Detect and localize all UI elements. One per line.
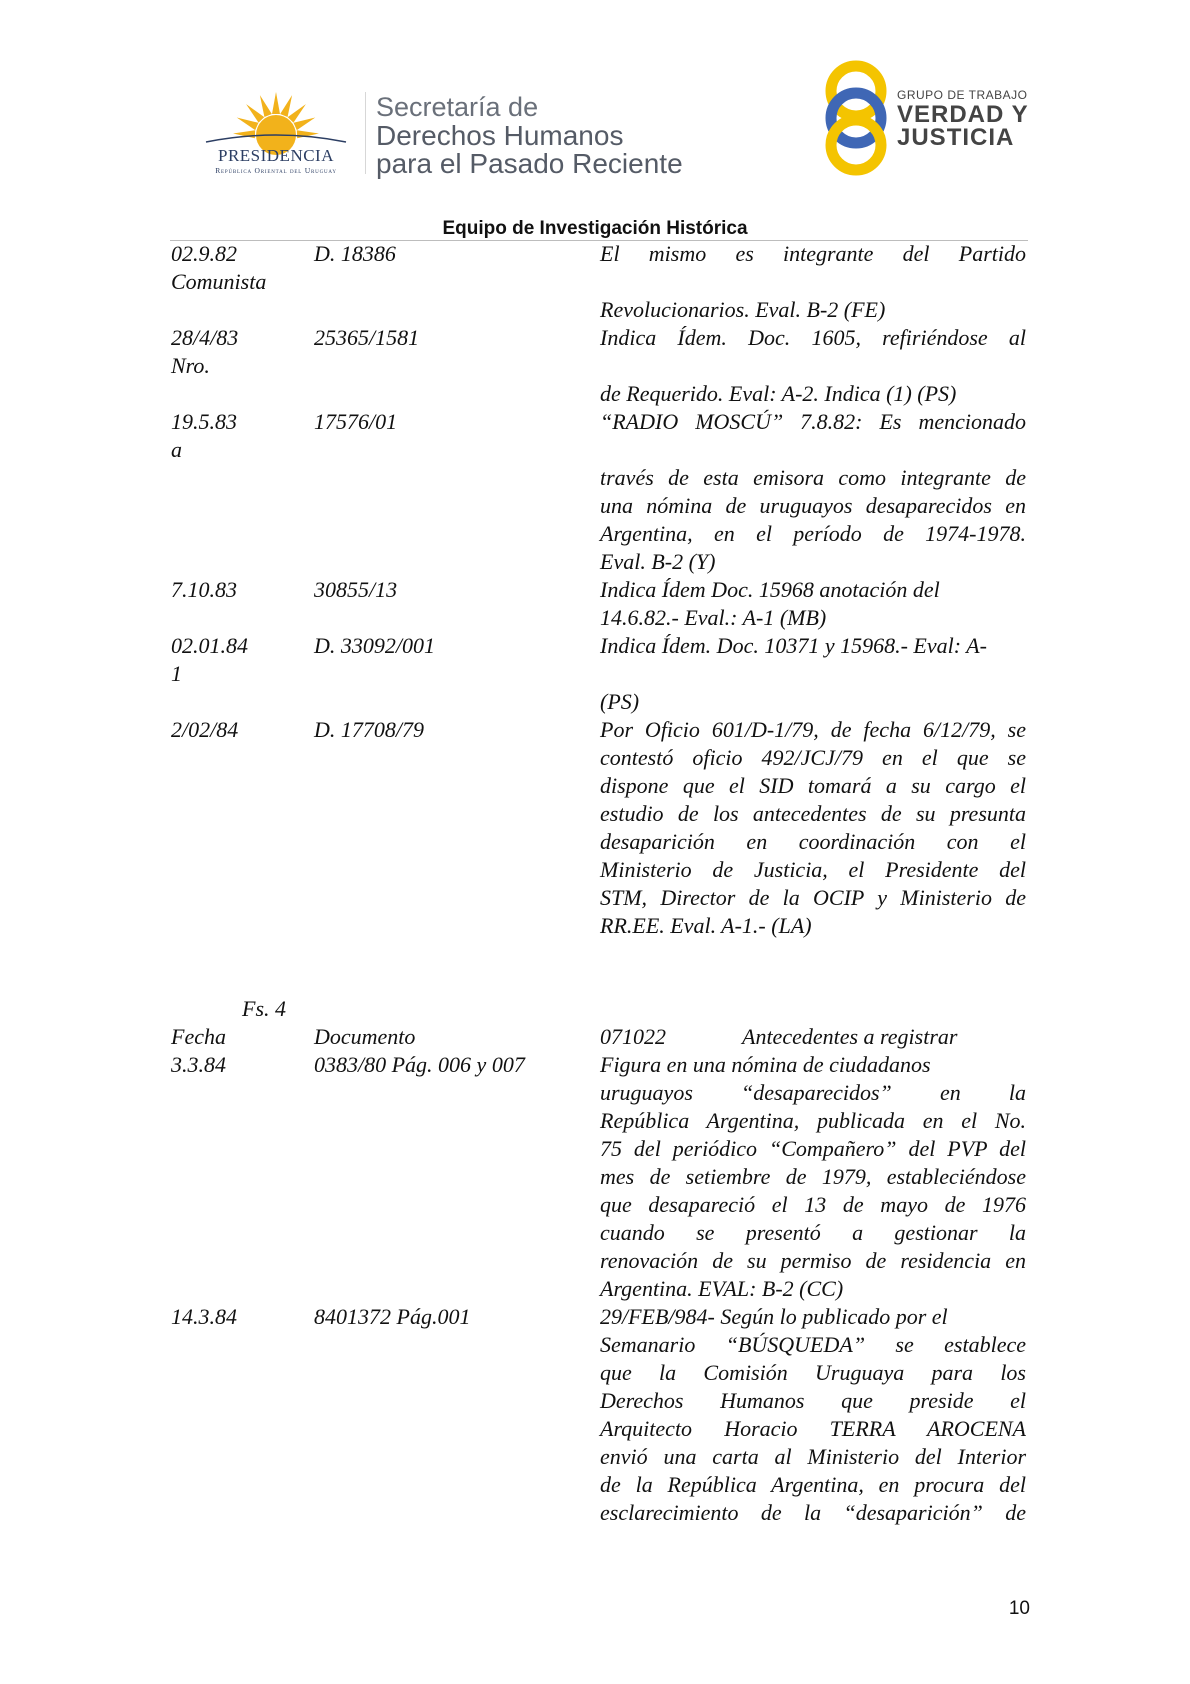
- row-date: 19.5.83: [171, 409, 237, 434]
- text-line: Eval. B-2 (Y): [600, 549, 716, 574]
- presidencia-logo-text: PRESIDENCIA: [217, 146, 334, 165]
- row-date: 02.01.84: [171, 633, 248, 658]
- text-line: Derechos Humanos que preside el: [600, 1388, 1026, 1413]
- row-document: 25365/1581: [314, 325, 420, 350]
- text-line: “RADIO MOSCÚ” 7.8.82: Es mencionado: [600, 409, 1026, 434]
- text-line: que desapareció el 13 de mayo de 1976: [600, 1192, 1026, 1217]
- row-date-continuation: Nro.: [171, 353, 210, 378]
- row-antecedent: [600, 576, 1026, 632]
- column-header-number: 071022: [600, 1024, 666, 1049]
- secretaria-line-1: Secretaría de: [376, 92, 539, 122]
- row-antecedent: [600, 408, 1026, 436]
- grupo-de-trabajo-text: GRUPO DE TRABAJO: [897, 88, 1028, 102]
- text-line: 75 del periódico “Compañero” del PVP del: [600, 1136, 1026, 1161]
- text-line: contestó oficio 492/JCJ/79 en el que se: [600, 745, 1026, 770]
- text-line: 14.6.82.- Eval.: A-1 (MB): [600, 605, 827, 630]
- row-date: 3.3.84: [171, 1052, 226, 1077]
- text-line: Argentina, en el período de 1974-1978.: [600, 521, 1026, 546]
- row-antecedent-continuation: [600, 296, 1026, 324]
- text-line: RR.EE. Eval. A-1.- (LA): [600, 913, 812, 938]
- text-line: 29/FEB/984- Según lo publicado por el: [600, 1304, 948, 1329]
- text-line: Ministerio de Justicia, el Presidente del: [600, 857, 1026, 882]
- row-document: 8401372 Pág.001: [314, 1304, 471, 1329]
- row-antecedent: [600, 716, 1026, 940]
- row-date: 14.3.84: [171, 1304, 237, 1329]
- text-line: Indica Ídem Doc. 15968 anotación del: [600, 577, 940, 602]
- column-header-fecha: Fecha: [171, 1024, 226, 1049]
- text-line: Semanario “BÚSQUEDA” se establece: [600, 1332, 1026, 1357]
- text-line: mes de setiembre de 1979, estableciéndose: [600, 1164, 1026, 1189]
- row-antecedent: [600, 240, 1026, 268]
- row-document: D. 18386: [314, 241, 396, 266]
- row-antecedent-continuation: [600, 688, 1026, 716]
- row-date: 02.9.82: [171, 241, 237, 266]
- text-line: uruguayos “desaparecidos” en la: [600, 1080, 1026, 1105]
- row-antecedent-continuation: [600, 380, 1026, 408]
- text-line: Indica Ídem. Doc. 10371 y 15968.- Eval: A-: [600, 633, 987, 658]
- secretaria-line-2: Derechos Humanos: [376, 120, 624, 151]
- text-line: (PS): [600, 689, 640, 714]
- text-line: STM, Director de la OCIP y Ministerio de: [600, 885, 1026, 910]
- row-antecedent-continuation: [600, 464, 1026, 576]
- text-line: Revolucionarios. Eval. B-2 (FE): [600, 297, 886, 322]
- verdad-y-text: VERDAD Y: [897, 101, 1029, 128]
- secretaria-line-3: para el Pasado Reciente: [376, 148, 683, 179]
- row-antecedent: [600, 1303, 1026, 1527]
- row-document: 30855/13: [314, 577, 398, 602]
- text-line: estudio de los antecedentes de su presunta: [600, 801, 1026, 826]
- text-line: Argentina. EVAL: B-2 (CC): [600, 1276, 844, 1301]
- text-line: Arquitecto Horacio TERRA AROCENA: [600, 1416, 1026, 1441]
- text-line: renovación de su permiso de residencia en: [600, 1248, 1026, 1273]
- row-antecedent: [600, 324, 1026, 352]
- row-document: 17576/01: [314, 409, 398, 434]
- row-antecedent: [600, 632, 1026, 660]
- justicia-text: JUSTICIA: [897, 124, 1015, 151]
- page-number: 10: [1008, 1598, 1030, 1619]
- row-antecedent: [600, 1051, 1026, 1303]
- republica-logo-text: República Oriental del Uruguay: [215, 166, 337, 175]
- row-document: D. 33092/001: [314, 633, 435, 658]
- text-line: envió una carta al Ministerio del Interior: [600, 1444, 1026, 1469]
- team-title: Equipo de Investigación Histórica: [442, 218, 748, 239]
- folio-label: Fs. 4: [242, 996, 286, 1021]
- row-date-continuation: 1: [171, 661, 182, 686]
- text-line: El mismo es integrante del Partido: [600, 241, 1026, 266]
- text-line: través de esta emisora como integrante de: [600, 465, 1026, 490]
- text-line: de la República Argentina, en procura del: [600, 1472, 1026, 1497]
- column-header-antecedentes: Antecedentes a registrar: [742, 1024, 958, 1049]
- row-date: 2/02/84: [171, 717, 239, 742]
- row-date-continuation: a: [171, 437, 182, 462]
- text-line: cuando se presentó a gestionar la: [600, 1220, 1026, 1245]
- header-divider: [365, 92, 366, 174]
- column-header-documento: Documento: [314, 1024, 416, 1049]
- text-line: desaparición en coordinación con el: [600, 829, 1026, 854]
- text-line: que la Comisión Uruguaya para los: [600, 1360, 1026, 1385]
- text-line: Figura en una nómina de ciudadanos: [600, 1052, 931, 1077]
- text-line: una nómina de uruguayos desaparecidos en: [600, 493, 1026, 518]
- text-line: Indica Ídem. Doc. 1605, refiriéndose al: [600, 325, 1026, 350]
- row-date: 28/4/83: [171, 325, 239, 350]
- text-line: Por Oficio 601/D-1/79, de fecha 6/12/79, se: [600, 717, 1026, 742]
- text-line: esclarecimiento de la “desaparición” de: [600, 1500, 1026, 1525]
- text-line: de Requerido. Eval: A-2. Indica (1) (PS): [600, 381, 957, 406]
- row-document: D. 17708/79: [314, 717, 424, 742]
- text-line: dispone que el SID tomará a su cargo el: [600, 773, 1026, 798]
- text-line: República Argentina, publicada en el No.: [600, 1108, 1026, 1133]
- row-date-continuation: Comunista: [171, 269, 267, 294]
- row-document: 0383/80 Pág. 006 y 007: [314, 1052, 525, 1077]
- row-date: 7.10.83: [171, 577, 237, 602]
